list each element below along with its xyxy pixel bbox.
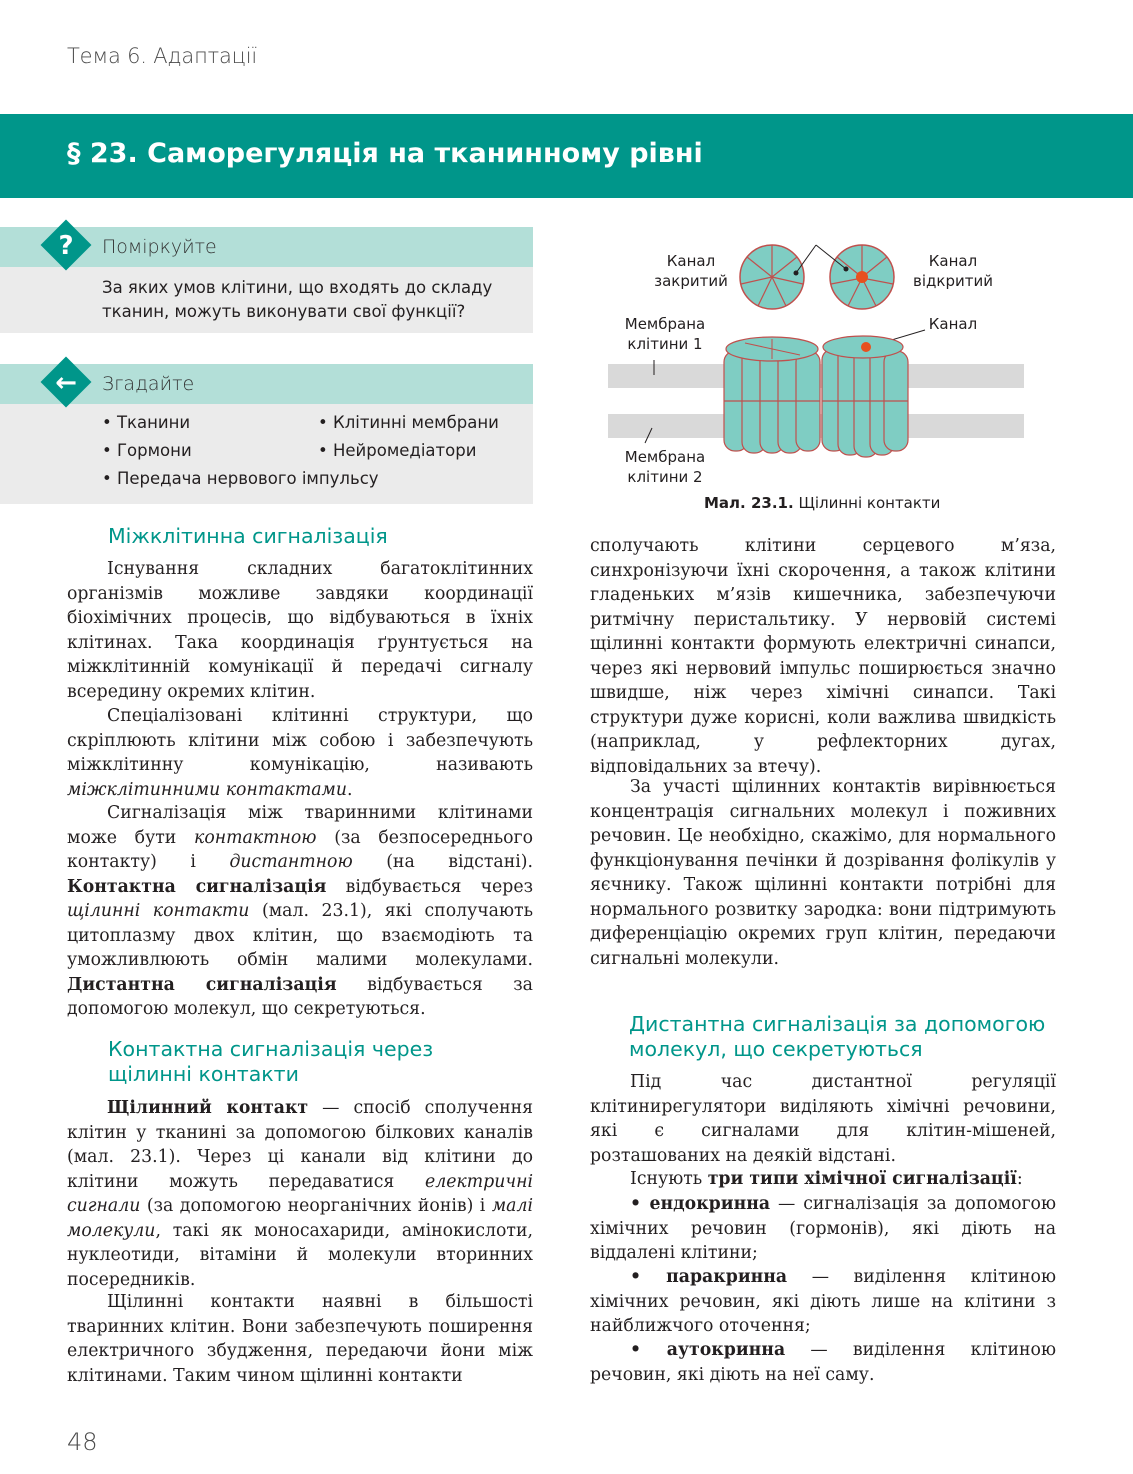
paragraph-7: Під час дистантної регуляції клітинирегулятори виділяють хімічні речовини, які є сигналами для клітин-мішеней, розташованих на деякій відстані. [590,1072,1056,1166]
closed-channel-side-view [724,337,820,453]
recall-item: • Передача нервового імпульсу [102,469,379,488]
label-membrane-2: Мембрана клітини 2 [624,448,706,486]
recall-item: • Клітинні мембрани [318,413,499,432]
list-item-endocrine: • ендокринна — сигналізація за допомогою хімічних речовин (гормонів), які діють на віддалені клітини; [590,1194,1056,1263]
recall-box-label: Згадайте [102,373,195,395]
closed-channel-top-view [740,245,804,309]
label-channel: Канал [928,315,978,333]
page-number: 48 [67,1428,98,1456]
paragraph-4: Щілинний контакт — спосіб сполучення клітин у тканині за допомогою білкових каналів (мал. 23.1). Через ці канали від клітини до клітини можуть передаватися електричні сигнали (за допомогою неорганічних йонів) і малі молекули, такі як моносахариди, амінокислоти, нуклеотиди, вітаміни й молекули вторинних посередників. [67,1098,534,1290]
paragraph-2: Спеціалізовані клітинні структури, що скріплюють клітини між собою і забезпечують міжклітинну комунікацію, називають міжклітинними контактами. [67,706,533,800]
topic-title: Тема 6. Адаптації [67,44,257,68]
recall-item: • Тканини [102,413,191,432]
label-membrane-1: Мембрана клітини 1 [624,315,706,353]
question-icon: ? [58,231,74,261]
recall-item: • Нейромедіатори [318,441,477,460]
think-box-label: Поміркуйте [102,236,217,258]
label-channel-open: Канал відкритий [913,252,993,290]
list-item-paracrine: • паракринна — виділення клітиною хімічних речовин, які діють лише на клітини з найближчого оточення; [590,1267,1056,1336]
paragraph-5-part-1: Щілинні контакти наявні в більшості тваринних клітин. Вони забезпечують поширення електричного збудження, передаючи йони між клітинами. Таким чином щілинні контакти [67,1292,533,1386]
paragraph-5-part-2: сполучають клітини серцевого м’яза, синхронізуючи їхні скорочення, а також клітини гладеньких м’язів кишечника, забезпечуючи ритмічну перистальтику. У нервовій системі щілинні контакти формують електричні синапси, через які нервовий імпульс поширюється значно швидше, ніж через хімічні синапси. Такі структури дуже корисні, коли важлива швидкість (наприклад, у рефлекторних дугах, відповідальних за втечу). [590,536,1056,777]
recall-item: • Гормони [102,441,192,460]
heading-contact-signaling: Контактна сигналізація через щілинні контакти [108,1037,434,1086]
list-item-autocrine: • аутокринна — виділення клітиною речовин, які діють на неї саму. [590,1340,1056,1385]
heading-intercellular-signaling: Міжклітинна сигналізація [108,524,388,548]
paragraph-3: Сигналізація між тваринними клітинами може бути контактною (за безпосереднього контакту) і дистантною (на відстані). Контактна сигналізація відбувається через щілинні контакти (мал. 23.1), які сполучають цитоплазму двох клітин, що взаємодіють та уможливлюють обмін малими молекулами. Дистантна сигналізація відбувається за допомогою молекул, що секретуються. [67,803,533,1019]
paragraph-1: Існування складних багатоклітинних організмів можливе завдяки координації біохімічних процесів, що відбуваються в їхніх клітинах. Така координація ґрунтується на міжклітинній комунікації й передачі сигналу всередину окремих клітин. [67,559,533,702]
section-banner [0,114,1133,198]
paragraph-8: Існують три типи хімічної сигналізації: [630,1169,1023,1189]
open-channel-side-view [822,336,908,457]
arrow-left-icon: ← [55,368,77,398]
section-title: § 23. Саморегуляція на тканинному рівні [67,138,703,169]
open-channel-top-view [830,245,894,309]
heading-distant-signaling: Дистантна сигналізація за допомогою молекул, що секретуються [629,1012,1046,1061]
channel-pore [856,271,868,283]
figure-caption: Мал. 23.1. Щілинні контакти [704,494,941,512]
paragraph-6: За участі щілинних контактів вирівнюється концентрація сигнальних молекул і поживних речовин. Це необхідно, скажімо, для нормального функціонування печінки й дозрівання фолікулів у яєчнику. Також щілинні контакти потрібні для нормального розвитку зародка: вони підтримують диференціацію окремих груп клітин, передаючи сигнальні молекули. [590,777,1056,969]
think-box-text: За яких умов клітини, що входять до складу тканин, можуть виконувати свої функції? [102,278,493,321]
label-channel-closed: Канал закритий [654,252,728,290]
